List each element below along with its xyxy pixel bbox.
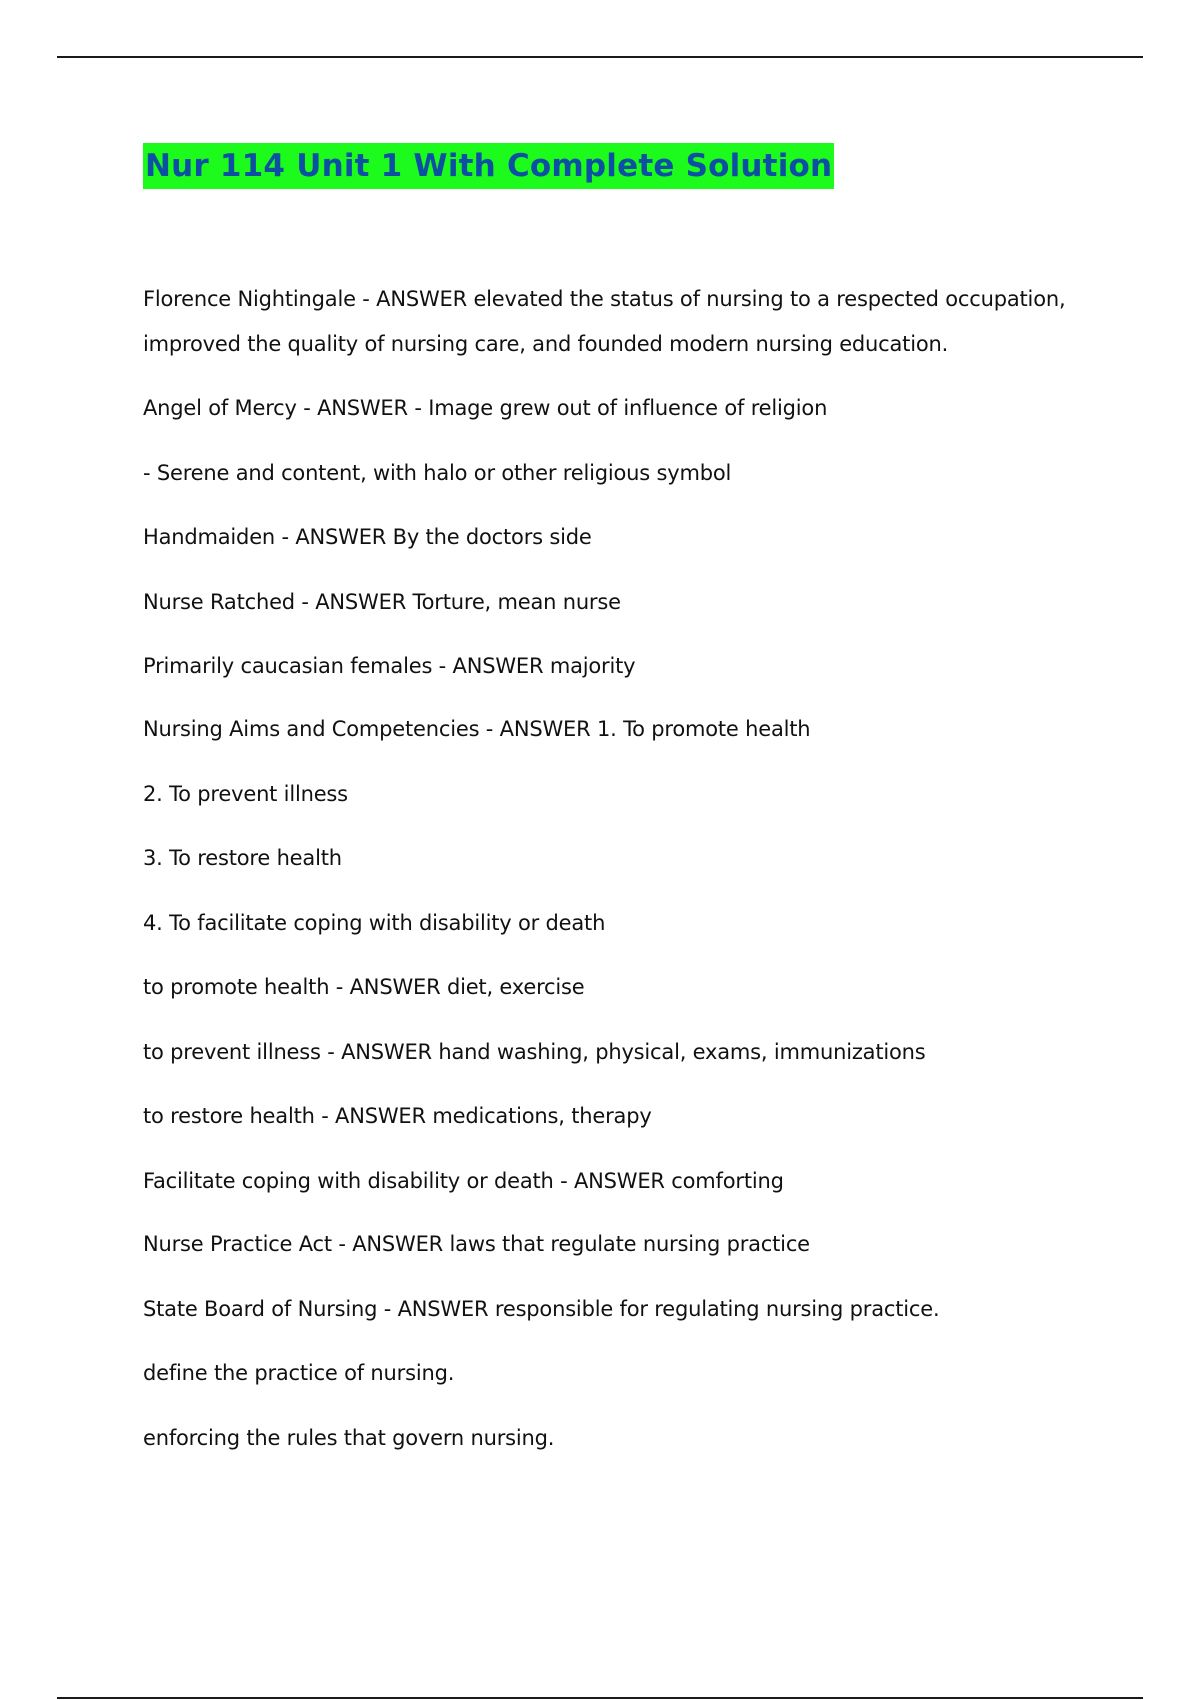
- body-line: 3. To restore health: [143, 846, 342, 870]
- body-line: define the practice of nursing.: [143, 1361, 455, 1385]
- body-line: Handmaiden - ANSWER By the doctors side: [143, 525, 592, 549]
- body-line: 4. To facilitate coping with disability or death: [143, 911, 606, 935]
- bottom-rule: [57, 1697, 1143, 1699]
- body-line: State Board of Nursing - ANSWER responsible for regulating nursing practice.: [143, 1297, 940, 1321]
- body-line: Primarily caucasian females - ANSWER majority: [143, 654, 636, 678]
- document-title: Nur 114 Unit 1 With Complete Solution: [145, 147, 833, 184]
- body-line: to prevent illness - ANSWER hand washing, physical, exams, immunizations: [143, 1040, 926, 1064]
- body-line: to restore health - ANSWER medications, therapy: [143, 1104, 652, 1128]
- body-line: to promote health - ANSWER diet, exercise: [143, 975, 585, 999]
- body-line: Angel of Mercy - ANSWER - Image grew out of influence of religion: [143, 396, 828, 420]
- body-line: Nurse Practice Act - ANSWER laws that regulate nursing practice: [143, 1232, 810, 1256]
- body-line: - Serene and content, with halo or other religious symbol: [143, 461, 732, 485]
- body-line: Nurse Ratched - ANSWER Torture, mean nurse: [143, 590, 621, 614]
- body-line: enforcing the rules that govern nursing.: [143, 1426, 555, 1450]
- body-line: 2. To prevent illness: [143, 782, 348, 806]
- title-highlight: [143, 143, 834, 189]
- body-line: Florence Nightingale - ANSWER elevated the status of nursing to a respected occupation,: [143, 287, 1066, 311]
- body-line: improved the quality of nursing care, and founded modern nursing education.: [143, 332, 949, 356]
- top-rule: [57, 56, 1143, 58]
- body-line: Nursing Aims and Competencies - ANSWER 1. To promote health: [143, 717, 811, 741]
- body-line: Facilitate coping with disability or death - ANSWER comforting: [143, 1169, 784, 1193]
